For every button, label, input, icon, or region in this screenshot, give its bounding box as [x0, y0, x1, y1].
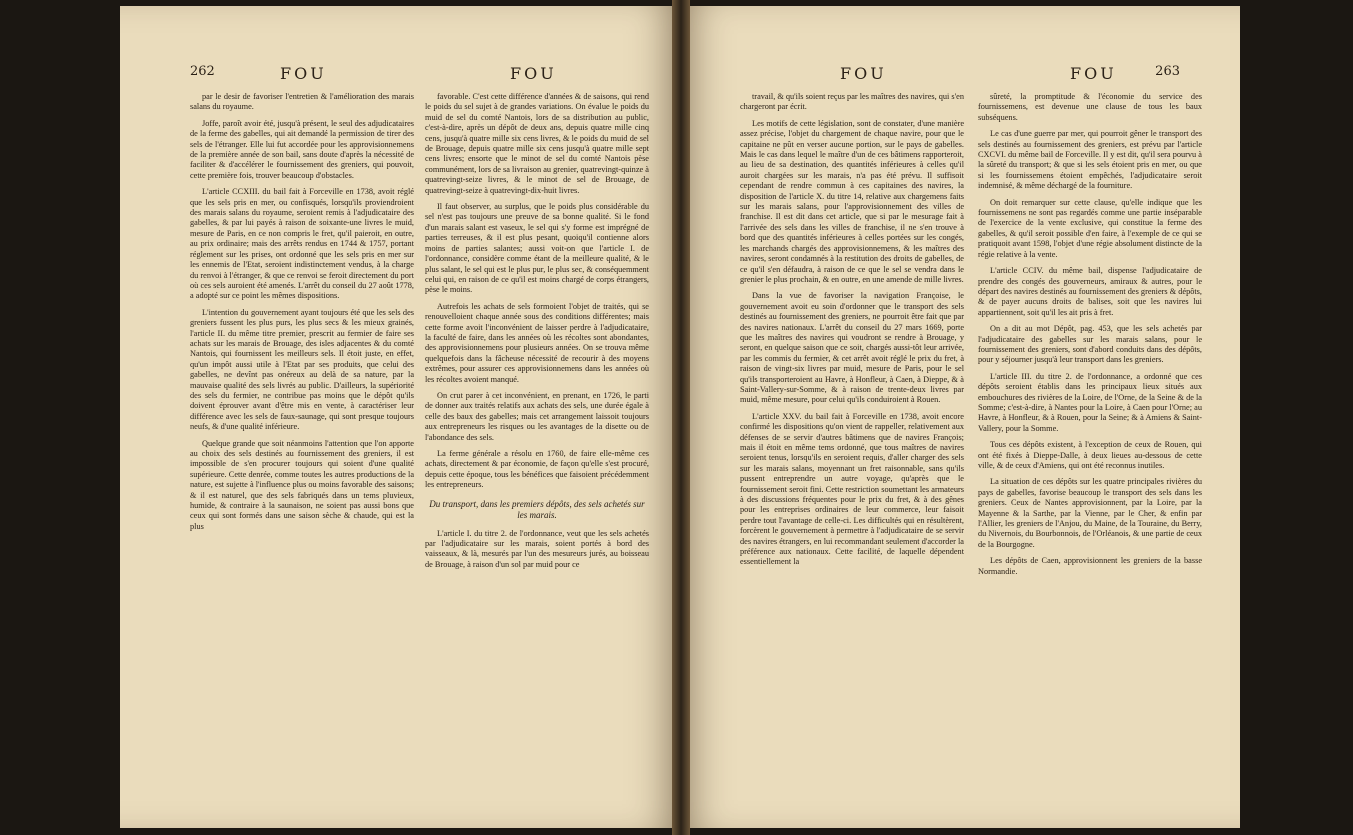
right-page-header — [750, 64, 1180, 86]
left-column-2 — [425, 92, 649, 576]
right-column-1 — [740, 92, 964, 574]
paragraph: Tous ces dépôts existent, à l'exception de ceux de Rouen, qui ont été fixés à Dieppe-Dalle, à deux lieues au-dessous de cette ville, & de ceux d'Amiens, qui ont été reconnus inutiles. — [978, 440, 1202, 470]
running-head-right: FOU — [1070, 64, 1117, 83]
right-column-2 — [978, 92, 1202, 583]
paragraph: On doit remarquer sur cette clause, qu'elle indique que les fournissemens ne sont pas regardés comme une partie inséparable de l'exercice de la vente exclusive, qui constitue la ferme des gabelles, & qu'il seroit possible d'en faire, à l'exemple de ce qui se pratiquoit avant 1598, l'objet d'une régie absolument distincte de la régie relative à la vente. — [978, 197, 1202, 259]
section-heading: Du transport, dans les premiers dépôts, des sels achetés sur les marais. — [429, 498, 645, 520]
paragraph: L'intention du gouvernement ayant toujours été que les sels des greniers fussent les plus purs, les plus secs & les mieux grainés, l'article II. du même titre premier, prescrit au fermier de faire ses achats sur les marais de Brouage, des isles adjacentes & du comté Nantois, qui fournissent les meilleurs sels. Il étoit juste, en effet, qu'un impôt aussi utile à l'Etat par ses produits, que celui des gabelles, ne devînt pas onéreux au delà de sa nature, par la mauvaise qualité des sels livrés au public. D'ailleurs, la supériorité des sels du fermier, ne contribue pas moins que le dépôt qu'ils doivent éprouver avant d'être mis en vente, à caractériser leur différence avec les sels de faux-saunage, qui sont presque toujours neufs, & d'une qualité inférieure. — [190, 307, 414, 432]
running-head-left: FOU — [840, 64, 887, 83]
paragraph: La ferme générale a résolu en 1760, de faire elle-même ces achats, directement & par économie, de façon qu'elle s'est procuré, depuis cette époque, tous les bénéfices que faisoient précédemment les entrepreneurs. — [425, 449, 649, 490]
running-head-left: FOU — [280, 64, 327, 83]
paragraph: Les dépôts de Caen, approvisionnent les greniers de la basse Normandie. — [978, 556, 1202, 576]
paragraph: Dans la vue de favoriser la navigation Françoise, le gouvernement avoit eu soin d'ordonner que le transport des sels destinés au fournissement des greniers, ne pourroit être fait que par des navires nationaux. L'arrêt du conseil du 27 mars 1669, porte que les maîtres des navires qui voudront se rendre à Brouage, y seront, en quelque saison que ce soit, chargés aussi-tôt leur arrivée, par les commis du fermier, & cet arrêt avoit réglé le prix du fret, à raison de vingt-six livres par muid, mesure de Paris, pour le sel qu'ils transporteroient au Havre, à Honfleur, à Caen, à Dieppe, & à Saint-Vallery-sur-Somme, & à raison de trente-deux livres par muid, même mesure, pour celui qu'ils conduiroient à Rouen. — [740, 291, 964, 405]
right-page — [680, 6, 1240, 828]
paragraph: L'article CCXIII. du bail fait à Forceville en 1738, avoit réglé que les sels pris en mer, ou confisqués, lorsqu'ils proviendroient des marais salans du royaume, seroient remis à l'adjudicataire des gabelles, & par lui payés à raison de soixante-une livres le muid, mesure de Paris, en ce non compris le fret, qu'il paieroit, en outre, au prix ordinaire; mais des arrêts rendus en 1744 & 1757, portant réglement sur les prises, ont ordonné que les sels pris en mer sur les ennemis de l'Etat, seroient indistinctement vendus, à la charge du renvoi à l'étranger, & que ce renvoi se feroit directement du port où ces sels auroient été amenés. L'arrêt du conseil du 27 août 1778, a adopté sur ce point les mêmes dispositions. — [190, 187, 414, 301]
paragraph: travail, & qu'ils soient reçus par les maîtres des navires, qui s'en chargeront par écrit. — [740, 92, 964, 112]
paragraph: par le desir de favoriser l'entretien & l'amélioration des marais salans du royaume. — [190, 92, 414, 112]
left-page — [120, 6, 680, 828]
paragraph: Le cas d'une guerre par mer, qui pourroit gêner le transport des sels destinés au fournissement des greniers, est prévu par l'article CXCVI. du même bail de Forceville. Il y est dit, qu'il sera pourvu à la sûreté du transport; & que si les sels étoient pris en mer, ou que si les fournissemens étoient empêchés, l'adjudicataire seroit indemnisé, & même déchargé de la fourniture. — [978, 129, 1202, 191]
paragraph: L'article XXV. du bail fait à Forceville en 1738, avoit encore confirmé les dispositions qu'on vient de rappeller, relativement aux défenses de se servir d'autres bâtimens que de navires François; mais il étoit en même tems ordonné, que tous maîtres de navires seroient tenus, lorsqu'ils en seroient requis, d'aller charger des sels sur les marais salans, moyennant un fret raisonnable, sans qu'ils pussent entreprendre un autre voyage, qu'après que le fournissement seroit fini. Cette restriction soumettant les armateurs à des discussions fréquentes pour le prix du fret, & à des gênes pour les entreprises ordinaires de leur commerce, leur faisoit perdre tout l'avantage de celle-ci. Les difficultés qui en résultèrent, forcèrent le gouvernement à permettre à l'adjudicataire de se servir des navires étrangers, en lui recommandant seulement d'accorder la préférence aux nationaux. Cette facilité, de laquelle dépendent essentiellement la — [740, 411, 964, 567]
running-head-right: FOU — [510, 64, 557, 83]
paragraph: La situation de ces dépôts sur les quatre principales rivières du pays de gabelles, favorise beaucoup le transport des sels dans les greniers. Ceux de Nantes approvisionnent, par la Loire, par la Mayenne & la Sarthe, par la Vienne, par le Cher, & enfin par l'Allier, les greniers de l'Anjou, du Maine, de la Touraine, du Berry, du Nivernois, du Bourbonnois, de l'Orléanois, & une partie de ceux de la Bourgogne. — [978, 477, 1202, 549]
paragraph: L'article I. du titre 2. de l'ordonnance, veut que les sels achetés par l'adjudicataire sur les marais, soient portés à bord des vaisseaux, & là, mesurés par l'un des mesureurs jurés, au boisseau de Brouage, à raison d'un sol par muid pour ce — [425, 528, 649, 569]
paragraph: Joffe, paroît avoir été, jusqu'à présent, le seul des adjudicataires de la ferme des gabelles, qui ait demandé la permission de tirer des sels de l'étranger. Elle lui fut accordée pour les approvisionnemens de la première année de son bail, sans doute d'après la nécessité de faciliter & d'accélérer le fournissement des greniers, qui pouvoit, cette première fois, trouver beaucoup d'obstacles. — [190, 118, 414, 180]
paragraph: L'article III. du titre 2. de l'ordonnance, a ordonné que ces dépôts seroient établis dans les principaux lieux situés aux embouchures des rivières de la Loire, de l'Orne, de la Seine & de la Somme; c'est-à-dire, à Nantes pour la Loire, à Caen pour l'Orne; au Havre, à Honfleur, & à Rouen, pour la Seine; & à Amiens & Saint-Vallery, pour la Somme. — [978, 371, 1202, 433]
paragraph: L'article CCIV. du même bail, dispense l'adjudicataire de prendre des congés des gouverneurs, amiraux & autres, pour le départ des navires destinés au fournissement des greniers & dépôts, & de payer aucuns droits de balises, soit que les navires lui appartiennent, soit qu'il les ait pris à fret. — [978, 266, 1202, 317]
page-number: 262 — [190, 64, 215, 79]
left-column-1 — [190, 92, 414, 538]
paragraph: sûreté, la promptitude & l'économie du service des fournissemens, est devenue une clause de tous les baux subséquens. — [978, 92, 1202, 122]
book-gutter — [672, 0, 690, 835]
paragraph: Autrefois les achats de sels formoient l'objet de traités, qui se renouvelloient chaque année sous des conditions différentes; mais cette forme avoit l'inconvénient de laisser perdre à l'adjudicataire, la faculté de faire, dans les années où les récoltes sont abondantes, des approvisionnemens pour plusieurs années. On se trouva même quelquefois dans la fâcheuse nécessité de recourir à des moyens extrêmes, pour assurer ces approvisionnemens dans les années où les récoltes avoient manqué. — [425, 301, 649, 384]
left-page-header — [190, 64, 620, 86]
page-number: 263 — [1155, 64, 1180, 79]
paragraph: Quelque grande que soit néanmoins l'attention que l'on apporte au choix des sels destinés au fournissement des greniers, il est impossible de s'en procurer toujours qui soient d'une qualité supérieure. Cette denrée, comme toutes les autres productions de la nature, est sujette à l'influence plus ou moins favorable des saisons; & il est naturel, que des sels fabriqués dans un tems pluvieux, humide, & contraire à la saunaison, ne soient pas aussi bons que ceux qui sont formés dans une saison sèche & chaude, qui est la plus — [190, 438, 414, 531]
paragraph: On a dit au mot Dépôt, pag. 453, que les sels achetés par l'adjudicataire des gabelles sur les marais salans, pour le fournissement des greniers, sont d'abord conduits dans des dépôts, pour y séjourner jusqu'à leur transport dans les greniers. — [978, 324, 1202, 365]
paragraph: favorable. C'est cette différence d'années & de saisons, qui rend le poids du sel sujet à de grandes variations. On évalue le poids du muid de sel du comté Nantois, lors de sa distribution au public, c'est-à-dire, après un dépôt de deux ans, depuis quatre mille cinq cens, jusqu'à quatre mille six cens livres, & le poids du muid de sel de Brouage, depuis quatre mille six cens jusqu'à quatre mille sept cens livres; ensorte que le minot de sel du comté Nantois pèse communément, lors de sa livraison au grenier, quatrevingt-quinze à quatrevingt-seize livres, & le minot de sel de Brouage, de quatrevingt-seize à quatrevingt-dix-huit livres. — [425, 92, 649, 195]
paragraph: Les motifs de cette législation, sont de constater, d'une manière assez précise, l'objet du chargement de chaque navire, pour que le capitaine ne pût en verser aucune portion, sur le pays de gabelles. Mais le cas dans lequel le maître d'un de ces bâtimens rapporteroit, au lieu de sa destination, des quantités inférieures à celles qu'il auroit chargées sur les marais, n'a pas été prévu. Il suffisoit cependant de rendre commun à ces capitaines des navires, la disposition de l'article X. du titre 14, relative aux chargemens faits sur les marais salans, pour l'approvisionnement des villes de franchise. Il est dit dans cet article, que si par le mesurage fait à l'arrivée des sels dans les villes de franchise, il ne s'en trouve à bord que des quantités inférieures à celles portées sur les congés, les marchands chargés des approvisionnemens, & les maîtres des navires, seront condamnés à la restitution des droits de gabelles, de ce qu'il s'en défaudra, à raison de ce que le sel se vendra dans le grenier le plus prochain, & en outre, en une amende de mille livres. — [740, 118, 964, 284]
paragraph: Il faut observer, au surplus, que le poids plus considérable du sel n'est pas toujours une preuve de sa bonne qualité. Si le fond d'un marais salant est vaseux, le sel qui s'y forme est imprégné de parties terreuses, & il est plus pesant, quoiqu'il contienne alors moins de parties salantes; aussi voit-on que l'article I. de l'ordonnance, considère comme étant de la meilleure qualité, & le plus salant, le sel qui est le plus pur, le plus sec, & conséquemment celui qui, en raison de ce qu'il est moins chargé de corps étrangers, pèse le moins. — [425, 202, 649, 295]
paragraph: On crut parer à cet inconvénient, en prenant, en 1726, le parti de donner aux traités relatifs aux achats des sels, une durée égale à celle des baux des gabelles; mais cet arrangement laissoit toujours aux entrepreneurs les risques ou les avantages de la disette ou de l'abondance des sels. — [425, 390, 649, 442]
